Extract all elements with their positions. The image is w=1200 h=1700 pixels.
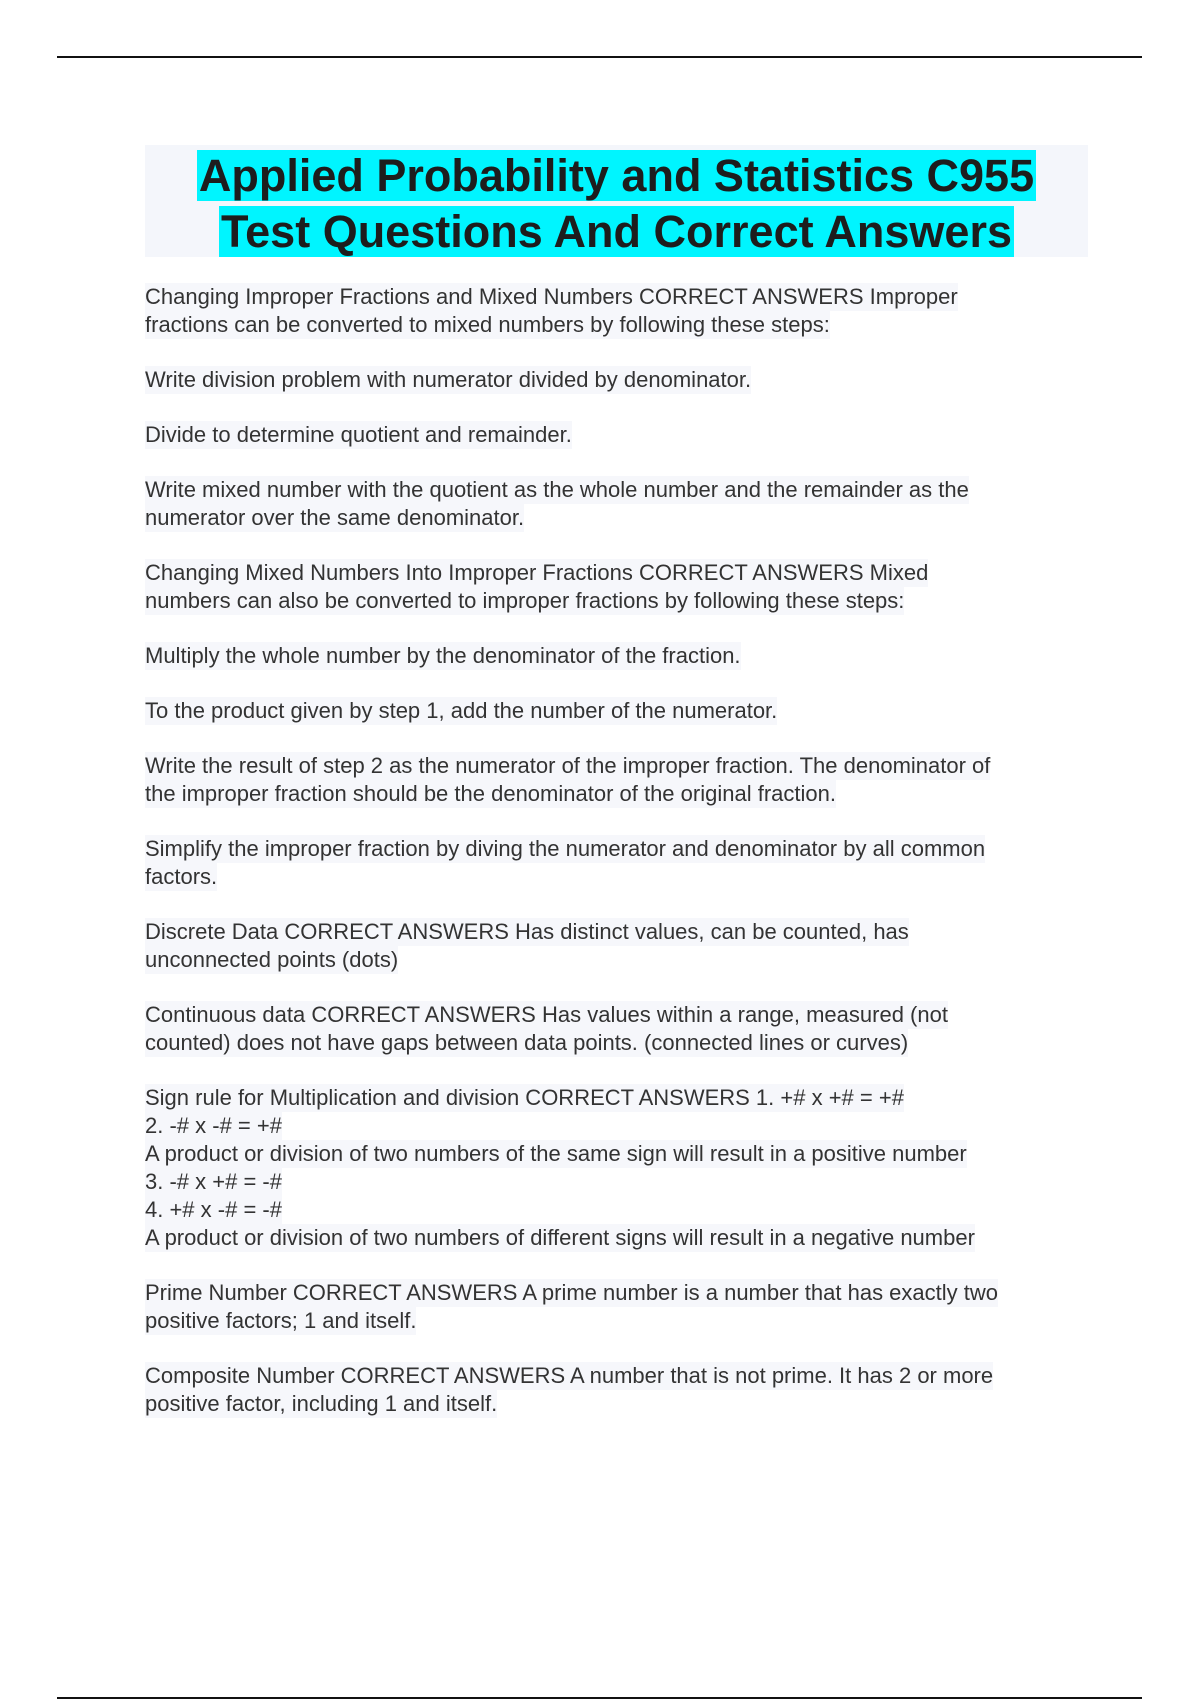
paragraph-line: 2. -# x -# = +# (145, 1113, 282, 1138)
answer-paragraph (145, 366, 1090, 394)
paragraph-line: 4. +# x -# = -# (145, 1197, 282, 1222)
paragraph-line: Write mixed number with the quotient as the whole number and the remainder as the (145, 477, 969, 502)
paragraph-line: Sign rule for Multiplication and division CORRECT ANSWERS 1. +# x +# = +# (145, 1085, 904, 1110)
paragraph-line: Write the result of step 2 as the numerator of the improper fraction. The denominator of (145, 753, 991, 778)
paragraph-line: Prime Number CORRECT ANSWERS A prime number is a number that has exactly two (145, 1280, 998, 1305)
paragraph-line: Changing Mixed Numbers Into Improper Fractions CORRECT ANSWERS Mixed (145, 560, 929, 585)
title-line-1: Applied Probability and Statistics C955 (198, 150, 1035, 201)
paragraph-line: To the product given by step 1, add the number of the numerator. (145, 698, 778, 723)
paragraph-line: Continuous data CORRECT ANSWERS Has values within a range, measured (not (145, 1002, 948, 1027)
paragraph-line: Discrete Data CORRECT ANSWERS Has distinct values, can be counted, has (145, 919, 909, 944)
title-block (145, 145, 1088, 257)
answer-paragraph (145, 283, 1090, 339)
paragraph-line: the improper fraction should be the denominator of the original fraction. (145, 781, 836, 806)
answer-paragraph (145, 752, 1090, 808)
paragraph-line: A product or division of two numbers of the same sign will result in a positive number (145, 1141, 967, 1166)
bottom-divider (57, 1697, 1142, 1699)
paragraph-line: counted) does not have gaps between data points. (connected lines or curves) (145, 1030, 909, 1055)
answer-paragraph (145, 559, 1090, 615)
paragraph-line: Changing Improper Fractions and Mixed Numbers CORRECT ANSWERS Improper (145, 284, 958, 309)
answer-paragraph (145, 1362, 1090, 1418)
top-divider (57, 56, 1142, 58)
answer-paragraph (145, 476, 1090, 532)
paragraph-line: 3. -# x +# = -# (145, 1169, 282, 1194)
paragraph-line: Divide to determine quotient and remainder. (145, 422, 572, 447)
answer-paragraph (145, 421, 1090, 449)
answer-paragraph (145, 918, 1090, 974)
document-title (145, 145, 1088, 260)
paragraph-line: numerator over the same denominator. (145, 505, 525, 530)
paragraph-line: Write division problem with numerator divided by denominator. (145, 367, 752, 392)
paragraph-line: positive factor, including 1 and itself. (145, 1391, 498, 1416)
paragraph-line: numbers can also be converted to improper fractions by following these steps: (145, 588, 905, 613)
paragraph-line: Multiply the whole number by the denominator of the fraction. (145, 643, 741, 668)
answer-paragraph (145, 835, 1090, 891)
answer-paragraph (145, 1084, 1090, 1252)
paragraph-line: Simplify the improper fraction by diving the numerator and denominator by all common (145, 836, 986, 861)
paragraph-line: Composite Number CORRECT ANSWERS A number that is not prime. It has 2 or more (145, 1363, 994, 1388)
paragraph-line: positive factors; 1 and itself. (145, 1308, 417, 1333)
answer-paragraph (145, 697, 1090, 725)
title-line-2: Test Questions And Correct Answers (221, 206, 1012, 257)
paragraph-line: unconnected points (dots) (145, 947, 399, 972)
answer-paragraph (145, 1279, 1090, 1335)
paragraph-line: A product or division of two numbers of different signs will result in a negative number (145, 1225, 975, 1250)
paragraph-line: fractions can be converted to mixed numbers by following these steps: (145, 312, 830, 337)
document-body (145, 283, 1090, 1445)
answer-paragraph (145, 1001, 1090, 1057)
answer-paragraph (145, 642, 1090, 670)
paragraph-line: factors. (145, 864, 218, 889)
